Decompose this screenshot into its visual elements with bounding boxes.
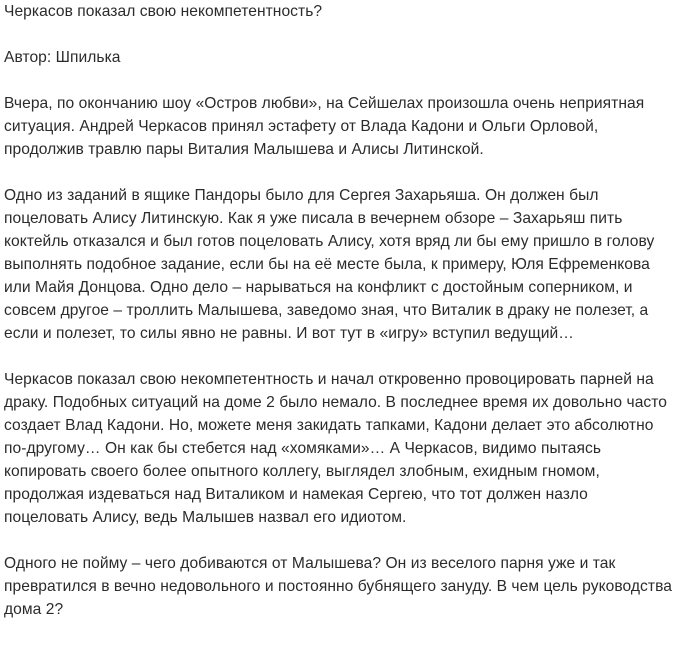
article-paragraph: Одного не пойму – чего добиваются от Малышева? Он из веселого парня уже и так превратился в вечно недовольного и постоянно бубнящего зануду. В чем цель руководства дома 2? (4, 555, 672, 618)
article-paragraph: Черкасов показал свою некомпетентность и начал откровенно провоцировать парней на драку. Подобных ситуаций на доме 2 было немало. В последнее время их довольно часто создает Влад Кадони. Но, можете меня закидать тапками, Кадони делает это абсолютно по-другому… Он как бы стебется над «хомяками»… А Черкасов, видимо пытаясь копировать своего более опытного коллегу, выглядел злобным, ехидным гномом, продолжая издеваться над Виталиком и намекая Сергею, что тот должен назло поцеловать Алису, ведь Малышев назвал его идиотом. (4, 371, 668, 526)
article-author: Автор: Шпилька (4, 49, 121, 66)
article-paragraph: Вчера, по окончанию шоу «Остров любви», на Сейшелах произошла очень неприятная ситуация. Андрей Черкасов принял эстафету от Влада Кадони и Ольги Орловой, продолжив травлю пары Виталия Малышева и Алисы Литинской. (4, 95, 645, 158)
article (4, 0, 674, 621)
article-title: Черкасов показал свою некомпетентность? (4, 3, 323, 20)
article-paragraph: Одно из заданий в ящике Пандоры было для Сергея Захарьяша. Он должен был поцеловать Алису Литинскую. Как я уже писала в вечернем обзоре – Захарьяш пить коктейль отказался и был готов поцеловать Алису, хотя вряд ли бы ему пришло в голову выполнять подобное задание, если бы на её месте была, к примеру, Юля Ефременкова или Майя Донцова. Одно дело – нарываться на конфликт с достойным соперником, и совсем другое – троллить Малышева, заведомо зная, что Виталик в драку не полезет, а если и полезет, то силы явно не равны. И вот тут в «игру» вступил ведущий… (4, 187, 655, 342)
